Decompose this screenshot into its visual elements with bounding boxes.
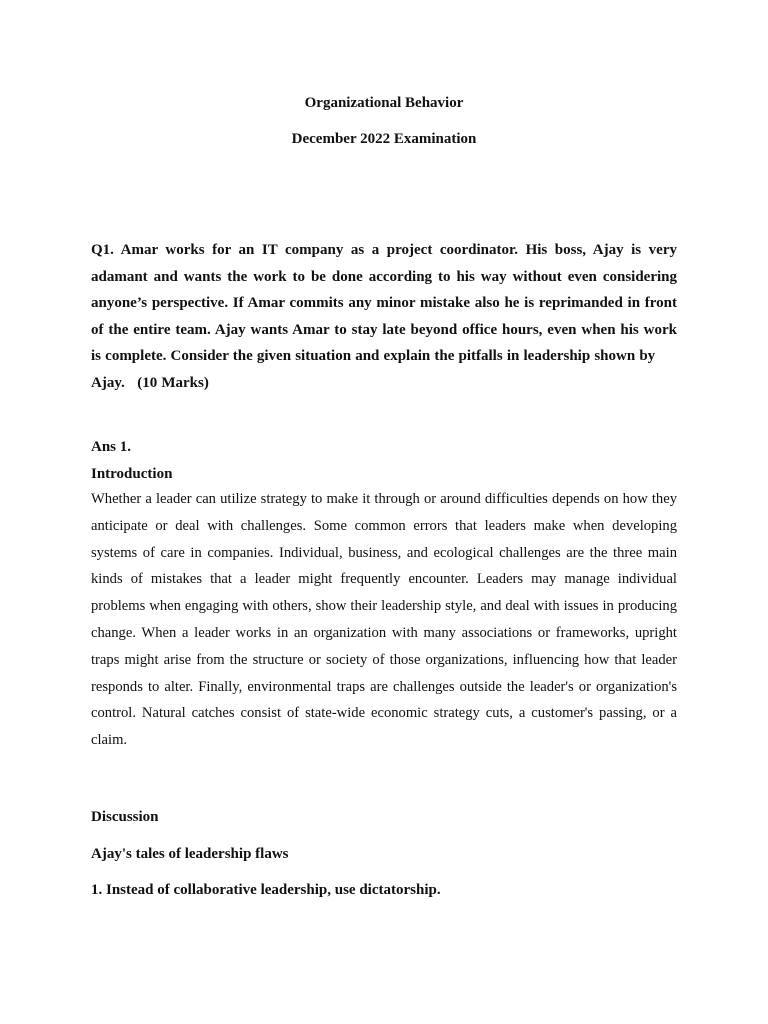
document-subject-title: Organizational Behavior	[304, 95, 464, 111]
answer-label: Ans 1.	[91, 439, 132, 455]
introduction-paragraph: Whether a leader can utilize strategy to make it through or around difficulties depends on how they anticipate or deal with challenges. Some common errors that leaders make when developing systems of care in companies. Individual, business, and ecological challenges are the three main kinds of mistakes that a leader might frequently encounter. Leaders may manage individual problems when engaging with others, show their leadership style, and deal with issues in producing change. When a leader works in an organization with many associations or frameworks, upright traps might arise from the structure or society of those organizations, influencing how that leader responds to alter. Finally, environmental traps are challenges outside the leader's or organization's control. Natural catches consist of state-wide economic strategy cuts, a customer's passing, or a claim.	[91, 491, 677, 749]
question-last-line: Ajay. (10 Marks)	[91, 374, 209, 391]
document-exam-title: December 2022 Examination	[291, 131, 477, 147]
question-block	[91, 237, 677, 397]
flaw-point-1: 1. Instead of collaborative leadership, use dictatorship.	[91, 882, 441, 898]
question-text: Q1. Amar works for an IT company as a project coordinator. His boss, Ajay is very adamant and wants the work to be done according to his way without even considering anyone’s perspective. If Amar commits any minor mistake also he is reprimanded in front of the entire team. Ajay wants Amar to stay late beyond office hours, even when his work is complete. Consider the given situation and explain the pitfalls in leadership shown by	[91, 242, 677, 365]
discussion-heading: Discussion	[91, 809, 159, 825]
introduction-heading: Introduction	[91, 466, 173, 482]
leadership-flaws-heading: Ajay's tales of leadership flaws	[91, 846, 289, 862]
